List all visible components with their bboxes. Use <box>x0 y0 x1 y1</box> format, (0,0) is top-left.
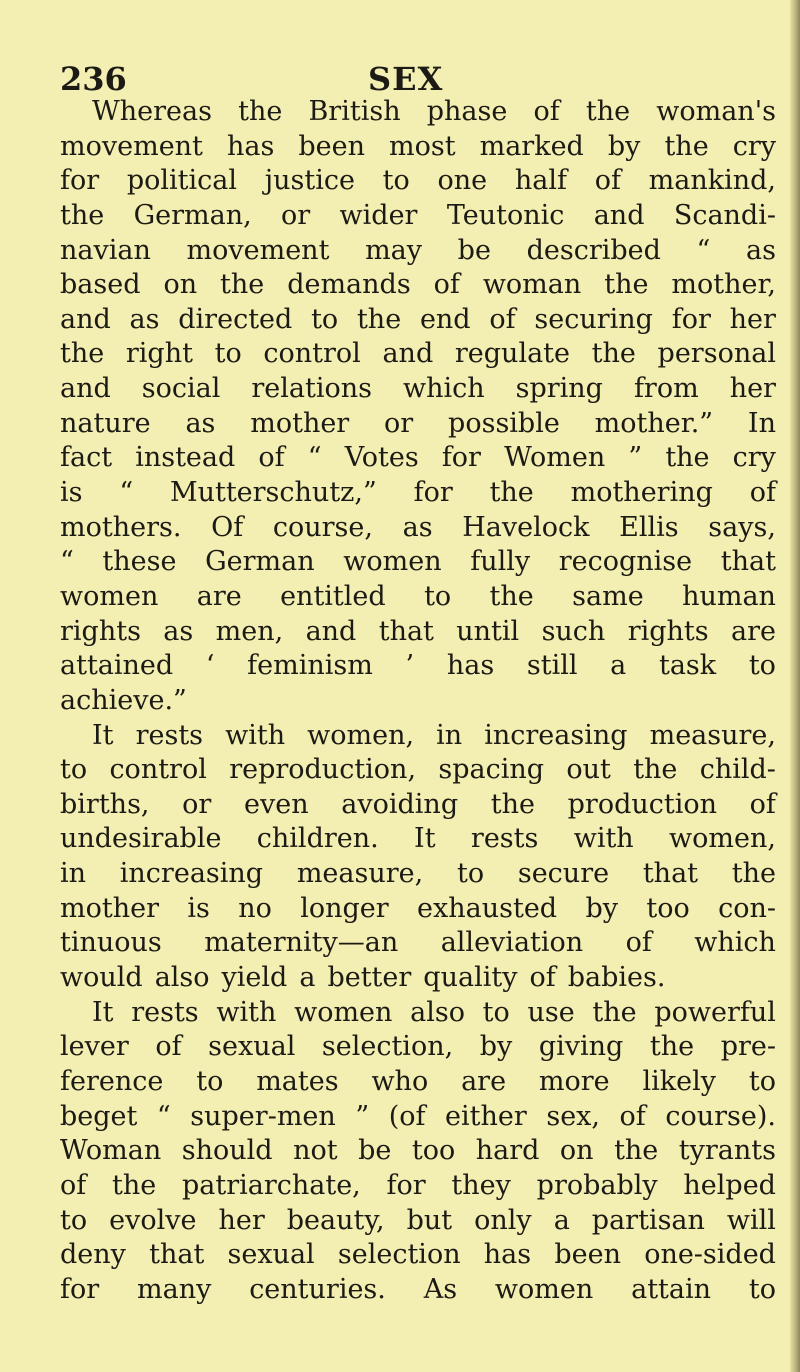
text-line: and social relations which spring from her <box>60 373 776 405</box>
text-line: for many centuries. As women attain to <box>60 1273 776 1305</box>
text-line: achieve.” <box>60 684 187 716</box>
text-line: beget “ super-men ” (of either sex, of course). <box>60 1100 776 1132</box>
text-line: of the patriarchate, for they probably helped <box>60 1169 776 1201</box>
text-line: for political justice to one half of mankind, <box>60 165 776 197</box>
text-line: in increasing measure, to secure that the <box>60 858 776 890</box>
text-line: undesirable children. It rests with women, <box>60 823 776 855</box>
text-line: the German, or wider Teutonic and Scandi- <box>60 199 776 231</box>
body-text <box>60 95 776 1307</box>
text-line: deny that sexual selection has been one-sided <box>60 1239 776 1271</box>
text-line: tinuous maternity—an alleviation of which <box>60 927 776 959</box>
text-line: and as directed to the end of securing for her <box>60 303 776 335</box>
text-line: “ these German women fully recognise that <box>60 546 776 578</box>
running-head: SEX <box>368 60 444 98</box>
text-line: to evolve her beauty, but only a partisan will <box>60 1204 776 1236</box>
page-edge <box>790 0 800 1372</box>
text-line: mothers. Of course, as Havelock Ellis says, <box>60 511 776 543</box>
text-line: would also yield a better quality of babies. <box>60 962 666 994</box>
text-line: based on the demands of woman the mother, <box>60 269 776 301</box>
text-line: ference to mates who are more likely to <box>60 1065 776 1097</box>
text-line: Woman should not be too hard on the tyrants <box>60 1135 776 1167</box>
text-line: lever of sexual selection, by giving the pre- <box>60 1031 776 1063</box>
text-line: attained ‘ feminism ’ has still a task to <box>60 650 776 682</box>
text-line: rights as men, and that until such rights are <box>60 615 776 647</box>
text-line: movement has been most marked by the cry <box>60 130 776 162</box>
text-line: Whereas the British phase of the woman's <box>92 96 776 127</box>
text-line: navian movement may be described “ as <box>60 234 776 266</box>
text-line: It rests with women also to use the powerful <box>92 996 776 1028</box>
page-number: 236 <box>60 60 127 98</box>
text-line: fact instead of “ Votes for Women ” the cry <box>60 442 776 474</box>
text-line: births, or even avoiding the production of <box>60 788 776 820</box>
text-line: It rests with women, in increasing measure, <box>92 719 776 751</box>
text-line: is “ Mutterschutz,” for the mothering of <box>60 477 776 509</box>
text-line: women are entitled to the same human <box>60 580 776 612</box>
text-line: the right to control and regulate the personal <box>60 338 776 370</box>
text-line: to control reproduction, spacing out the child- <box>60 754 776 786</box>
text-line: mother is no longer exhausted by too con- <box>60 892 776 924</box>
text-line: nature as mother or possible mother.” In <box>60 407 776 439</box>
